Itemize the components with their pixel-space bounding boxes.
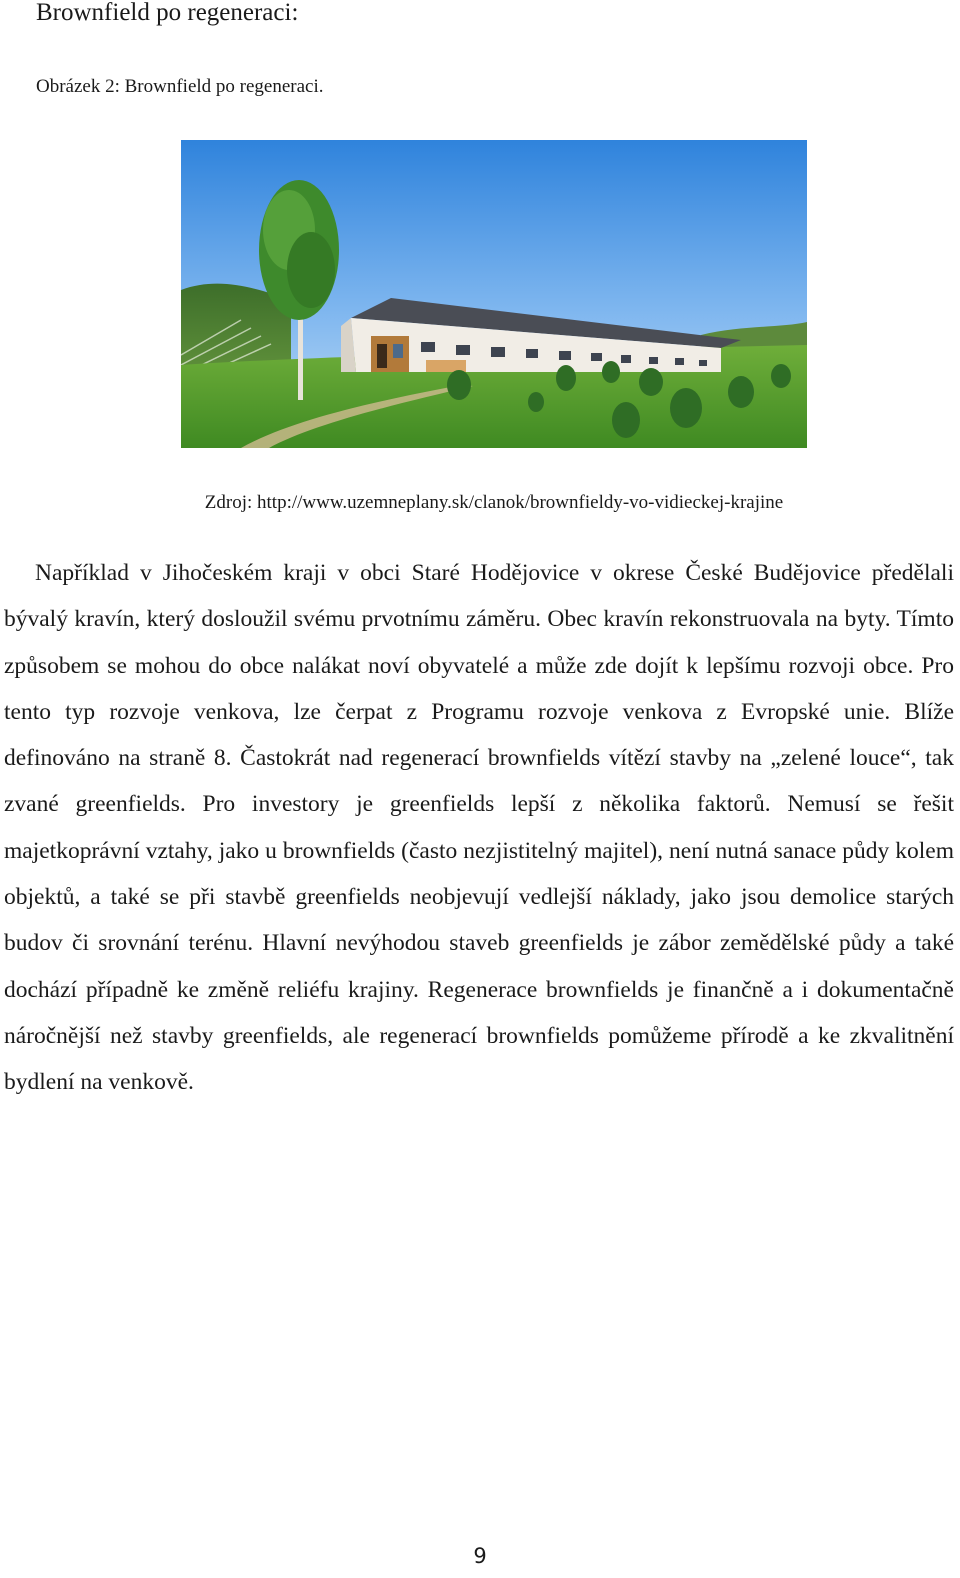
body-paragraph: Například v Jihočeském kraji v obci Staré Hodějovice v okrese České Budějovice předělali bývalý kravín, který dosloužil svému prvotnímu záměru. Obec kravín rekonstruovala na byty. Tímto způsobem se mohou do obce nalákat noví obyvatelé a může zde dojít k lepšímu rozvoji obce. Pro tento typ rozvoje venkova, lze čerpat z Programu rozvoje venkova z Evropské unie. Blíže definováno na straně 8. Častokrát nad regenerací brownfields vítězí stavby na „zelené louce“, tak zvané greenfields. Pro investory je greenfields lepší z několika faktorů. Nemusí se řešit majetkoprávní vztahy, jako u brownfields (často nezjistitelný majitel), není nutná sanace půdy kolem objektů, a také se při stavbě greenfields neobjevují vedlejší náklady, jako jsou demolice starých budov či srovnání terénu. Hlavní nevýhodou staveb greenfields je zábor zemědělské půdy a také dochází případně ke změně reliéfu krajiny. Regenerace brownfields je finančně a i dokumentačně náročnější než stavby greenfields, ale regenerací brownfields pomůžeme přírodě a ke zkvalitnění bydlení na venkově. [4, 560, 954, 1096]
figure-source: Zdroj: http://www.uzemneplany.sk/clanok/brownfieldy-vo-vidieckej-krajine [204, 492, 784, 513]
figure-caption: Obrázek 2: Brownfield po regeneraci. [36, 76, 324, 97]
page-number: 9 [473, 1544, 487, 1568]
regenerated-barn-photo [181, 140, 807, 448]
section-heading: Brownfield po regeneraci: [36, 0, 299, 26]
